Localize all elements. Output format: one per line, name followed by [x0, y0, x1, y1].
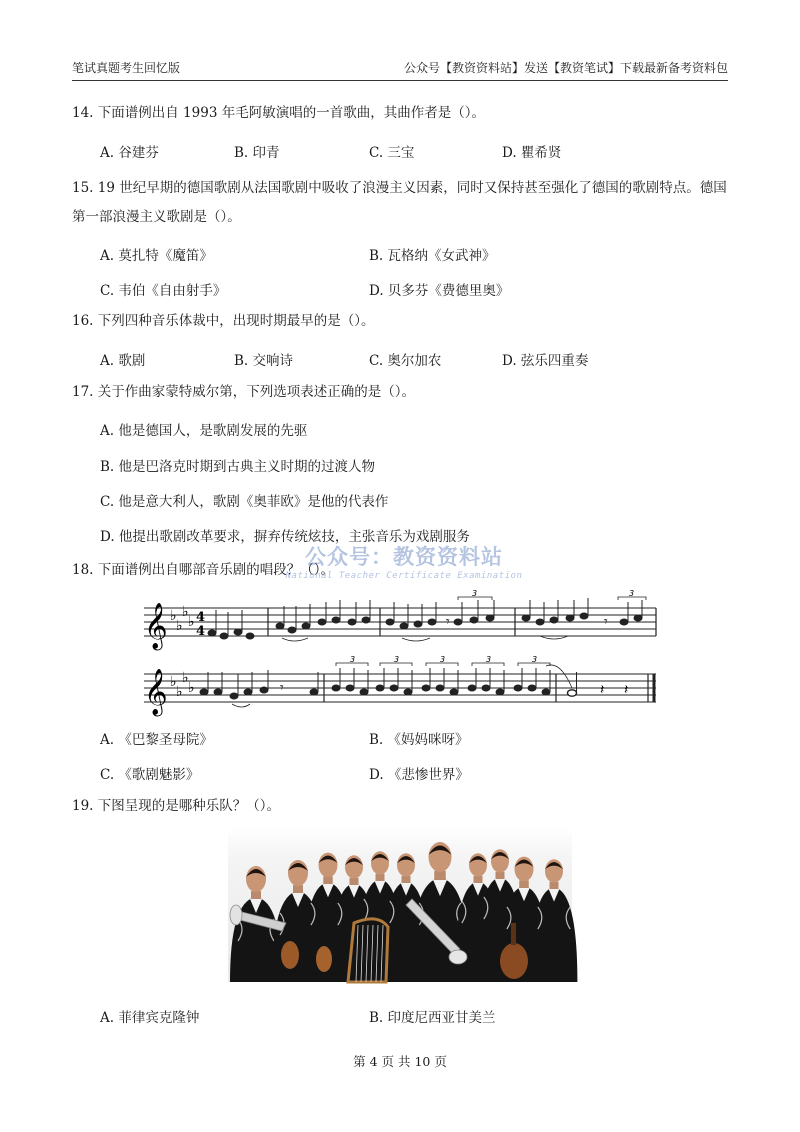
question-19-stem: 19. 下图呈现的是哪种乐队？（）。 [72, 798, 281, 814]
triplet-mark: 3 [350, 655, 356, 664]
q16-option-b[interactable]: B. 交响诗 [234, 353, 294, 369]
question-17-stem: 17. 关于作曲家蒙特威尔第，下列选项表述正确的是（）。 [72, 384, 416, 400]
q14-option-c[interactable]: C. 三宝 [369, 145, 415, 161]
page-footer: 第 4 页 共 10 页 [353, 1054, 447, 1069]
rest-symbol: 𝄽 [624, 682, 629, 698]
treble-clef-icon: 𝄞 [144, 669, 168, 715]
q14-option-a[interactable]: A. 谷建芬 [100, 145, 159, 161]
q14-option-b[interactable]: B. 印青 [234, 145, 280, 161]
watermark-sub-text: National Teacher Certificate Examination [285, 571, 523, 581]
triplet-mark: 3 [440, 655, 446, 664]
band-illustration [228, 827, 572, 982]
q16-option-d[interactable]: D. 弦乐四重奏 [502, 353, 589, 369]
q16-option-a[interactable]: A. 歌剧 [100, 353, 146, 369]
q14-option-d[interactable]: D. 瞿希贤 [502, 145, 562, 161]
rest-symbol: 𝄽 [600, 682, 605, 698]
music-staff-1 [140, 589, 660, 649]
q15-option-d[interactable]: D. 贝多芬《费德里奥》 [369, 283, 510, 299]
svg-text:♭: ♭ [188, 614, 195, 630]
q19-option-a[interactable]: A. 菲律宾克隆钟 [100, 1010, 200, 1026]
question-14-stem: 14. 下面谱例出自 1993 年毛阿敏演唱的一首歌曲，其曲作者是（）。 [72, 105, 485, 121]
q17-option-d[interactable]: D. 他提出歌剧改革要求，摒弃传统炫技，主张音乐为戏剧服务 [100, 529, 470, 545]
q17-option-b[interactable]: B. 他是巴洛克时期到古典主义时期的过渡人物 [100, 459, 376, 475]
rest-symbol: 𝄾 [280, 680, 284, 696]
question-18-stem: 18. 下面谱例出自哪部音乐剧的唱段？（）。 [72, 562, 335, 578]
triplet-mark: 3 [532, 655, 538, 664]
triplet-mark: 3 [394, 655, 400, 664]
mariachi-band-photo [228, 827, 572, 982]
triplet-mark: 3 [486, 655, 492, 664]
svg-text:♭: ♭ [182, 670, 189, 686]
q18-option-c[interactable]: C. 《歌剧魅影》 [100, 767, 200, 783]
svg-text:♭: ♭ [188, 680, 195, 696]
rest-symbol: 𝄾 [604, 614, 608, 630]
notes-staff-2 [200, 668, 550, 699]
svg-text:♭: ♭ [176, 684, 183, 700]
svg-text:♭: ♭ [176, 618, 183, 634]
q17-option-c[interactable]: C. 他是意大利人，歌剧《奥菲欧》是他的代表作 [100, 494, 389, 510]
time-signature [196, 610, 205, 639]
musician-figure [531, 859, 578, 982]
q18-option-b[interactable]: B. 《妈妈咪呀》 [369, 732, 469, 748]
header-right-text: 公众号【教资资料站】发送【教资笔试】下载最新备考资料包 [403, 61, 728, 75]
half-note [568, 690, 577, 696]
triplet-mark: 3 [472, 589, 478, 598]
q15-option-a[interactable]: A. 莫扎特《魔笛》 [100, 248, 213, 264]
svg-text:4: 4 [196, 624, 206, 639]
music-staff-2 [140, 655, 660, 715]
q18-option-a[interactable]: A. 《巴黎圣母院》 [100, 732, 213, 748]
header-left-text: 笔试真题考生回忆版 [72, 61, 181, 75]
key-signature [170, 604, 195, 634]
question-15-stem: 15. 19 世纪早期的德国歌剧从法国歌剧中吸收了浪漫主义因素，同时又保持甚至强化了德国的歌剧特点。德国第一部浪漫主义歌剧是（）。 [72, 180, 727, 225]
notes-staff-1 [208, 598, 642, 639]
q15-option-b[interactable]: B. 瓦格纳《女武神》 [369, 248, 496, 264]
question-16-stem: 16. 下列四种音乐体裁中，出现时期最早的是（）。 [72, 313, 375, 329]
q15-option-c[interactable]: C. 韦伯《自由射手》 [100, 283, 227, 299]
svg-text:4: 4 [196, 610, 206, 625]
svg-text:♭: ♭ [182, 604, 189, 620]
treble-clef-icon: 𝄞 [144, 603, 168, 649]
q16-option-c[interactable]: C. 奥尔加农 [369, 353, 442, 369]
key-signature [170, 670, 195, 700]
triplet-mark: 3 [629, 589, 635, 598]
svg-text:♭: ♭ [170, 608, 177, 624]
q17-option-a[interactable]: A. 他是德国人，是歌剧发展的先驱 [100, 423, 308, 439]
watermark-main-text: 公众号：教资资料站 [305, 545, 503, 569]
q18-option-d[interactable]: D. 《悲惨世界》 [369, 767, 469, 783]
rest-symbol: 𝄾 [446, 614, 450, 630]
page-header [72, 56, 728, 81]
q19-option-b[interactable]: B. 印度尼西亚甘美兰 [369, 1010, 496, 1026]
svg-text:♭: ♭ [170, 674, 177, 690]
